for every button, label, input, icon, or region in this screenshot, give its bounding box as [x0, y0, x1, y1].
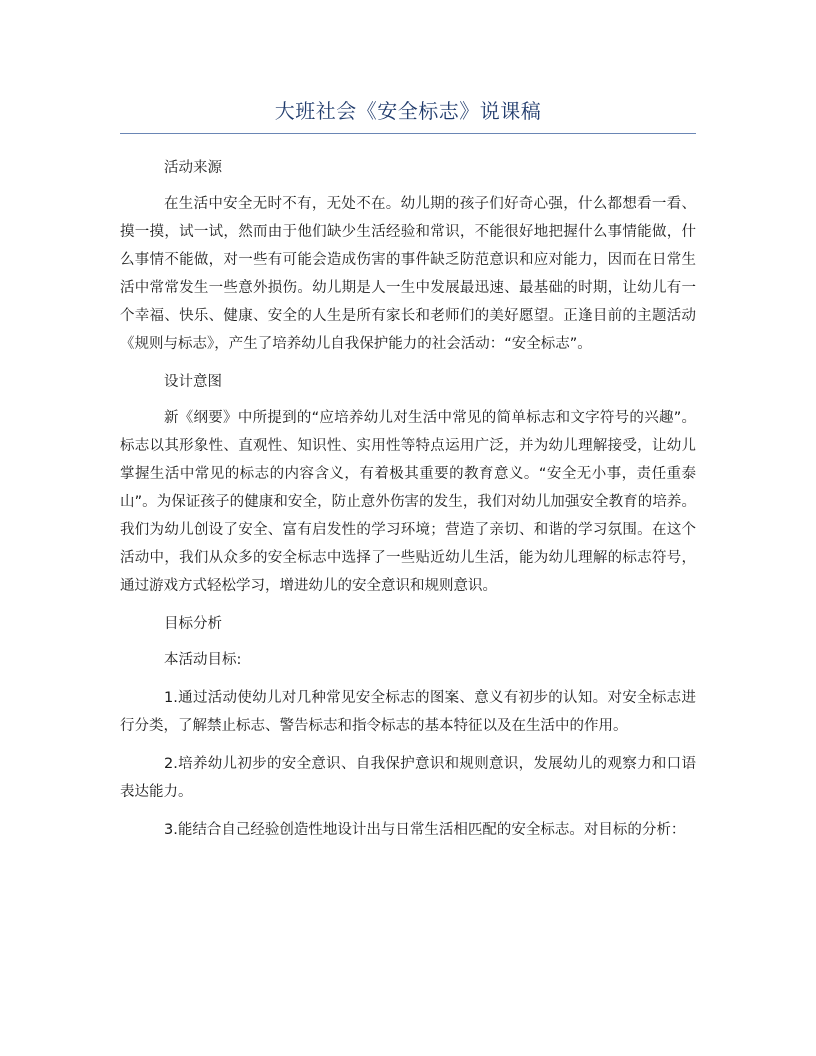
- section-heading-goals: 目标分析: [164, 616, 222, 632]
- goal-item-1: 1.通过活动使幼儿对几种常见安全标志的图案、意义有初步的认知。对安全标志进行分类，了解禁止标志、警告标志和指令标志的基本特征以及在生活中的作用。: [120, 690, 696, 734]
- goal-item-2: 2.培养幼儿初步的安全意识、自我保护意识和规则意识，发展幼儿的观察力和口语表达能力。: [120, 756, 696, 800]
- section-paragraph-source: 在生活中安全无时不有，无处不在。幼儿期的孩子们好奇心强，什么都想看一看、摸一摸，试一试，然而由于他们缺少生活经验和常识，不能很好地把握什么事情能做，什么事情不能做，对一些有可能会造成伤害的事件缺乏防范意识和应对能力，因而在日常生活中常常发生一些意外损伤。幼儿期是人一生中发展最迅速、最基础的时期，让幼儿有一个幸福、快乐、健康、安全的人生是所有家长和老师们的美好愿望。正逢目前的主题活动《规则与标志》，产生了培养幼儿自我保护能力的社会活动：“安全标志”。: [120, 196, 696, 352]
- document-body: [120, 154, 696, 854]
- page-title: 大班社会《安全标志》说课稿: [274, 99, 542, 123]
- section-heading-source: 活动来源: [164, 160, 222, 176]
- section-paragraph-design: 新《纲要》中所提到的“应培养幼儿对生活中常见的简单标志和文字符号的兴趣”。标志以其形象性、直观性、知识性、实用性等特点运用广泛，并为幼儿理解接受，让幼儿掌握生活中常见的标志的内容含义，有着极其重要的教育意义。“安全无小事，责任重泰山”。为保证孩子的健康和安全，防止意外伤害的发生，我们对幼儿加强安全教育的培养。我们为幼儿创设了安全、富有启发性的学习环境；营造了亲切、和谐的学习氛围。在这个活动中，我们从众多的安全标志中选择了一些贴近幼儿生活，能为幼儿理解的标志符号，通过游戏方式轻松学习，增进幼儿的安全意识和规则意识。: [120, 410, 696, 594]
- section-heading-design: 设计意图: [164, 374, 222, 390]
- goal-item-3: 3.能结合自己经验创造性地设计出与日常生活相匹配的安全标志。对目标的分析：: [164, 822, 686, 838]
- title-underline: [120, 133, 696, 134]
- goals-subheading: 本活动目标:: [164, 652, 242, 668]
